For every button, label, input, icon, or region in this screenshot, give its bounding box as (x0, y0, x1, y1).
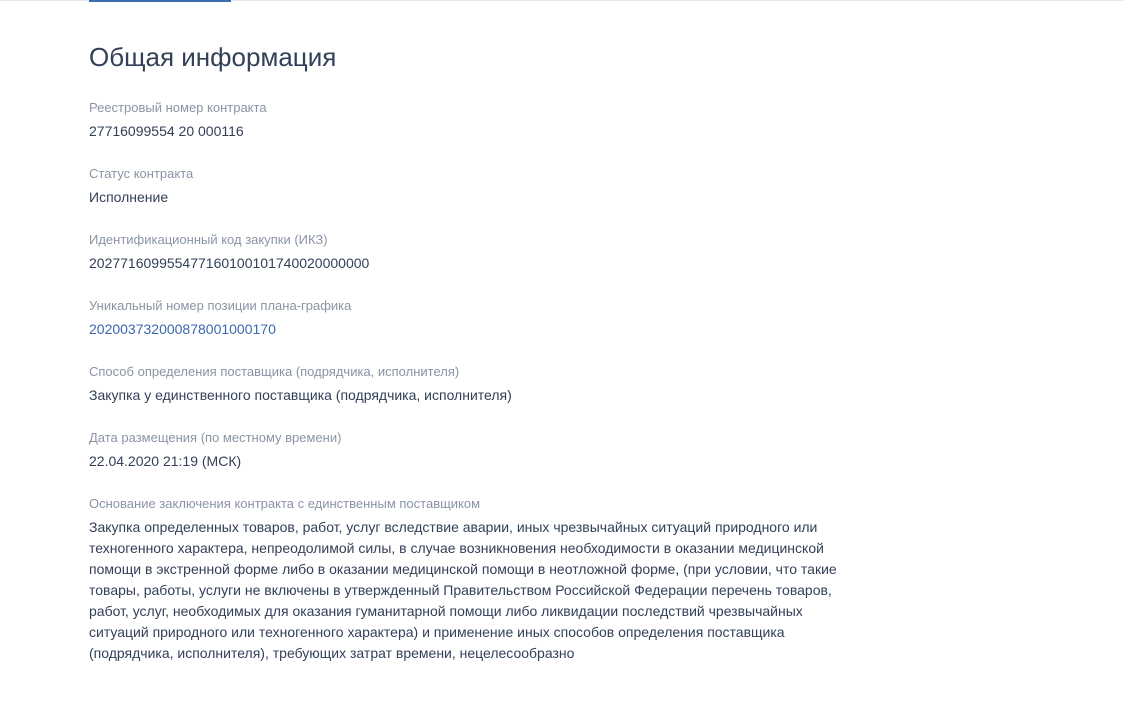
field-single-supplier-basis (89, 494, 849, 664)
field-placement-date (89, 428, 849, 472)
info-fields (89, 98, 849, 664)
purchase-id-code-label: Идентификационный код закупки (ИКЗ) (89, 232, 328, 247)
single-supplier-basis-label: Основание заключения контракта с единственным поставщиком (89, 496, 481, 511)
placement-date-label: Дата размещения (по местному времени) (89, 430, 342, 445)
registry-number-value: 27716099554 20 000116 (89, 123, 244, 139)
contract-status-label: Статус контракта (89, 166, 194, 181)
plan-position-number-label: Уникальный номер позиции плана-графика (89, 298, 352, 313)
field-registry-number (89, 98, 849, 142)
registry-number-label: Реестровый номер контракта (89, 100, 267, 115)
field-supplier-method (89, 362, 849, 406)
single-supplier-basis-value: Закупка определенных товаров, работ, услуг вследствие аварии, иных чрезвычайных ситуаций природного или техногенного характера, непреодолимой силы, в случае возникновения необходимости в оказании медицинской помощи в экстренной форме либо в оказании медицинской помощи в неотложной форме, (при условии, что такие товары, работы, услуги не включены в утвержденный Правительством Российской Федерации перечень товаров, работ, услуг, необходимых для оказания гуманитарной помощи либо ликвидации последствий чрезвычайных ситуаций природного или техногенного характера) и применение иных способов определения поставщика (подрядчика, исполнителя), требующих затрат времени, нецелесообразно (89, 519, 837, 661)
plan-position-number-link[interactable]: 202003732000878001000170 (89, 321, 276, 337)
supplier-method-value: Закупка у единственного поставщика (подрядчика, исполнителя) (89, 387, 512, 403)
active-tab-indicator (89, 0, 231, 2)
general-info-section (89, 40, 849, 686)
placement-date-value: 22.04.2020 21:19 (МСК) (89, 453, 242, 469)
field-purchase-id-code (89, 230, 849, 274)
field-contract-status (89, 164, 849, 208)
purchase-id-code-value: 202771609955477160100101740020000000 (89, 255, 370, 271)
field-plan-position-number (89, 296, 849, 340)
contract-status-value: Исполнение (89, 189, 169, 205)
section-title: Общая информация (89, 42, 337, 72)
supplier-method-label: Способ определения поставщика (подрядчика, исполнителя) (89, 364, 460, 379)
